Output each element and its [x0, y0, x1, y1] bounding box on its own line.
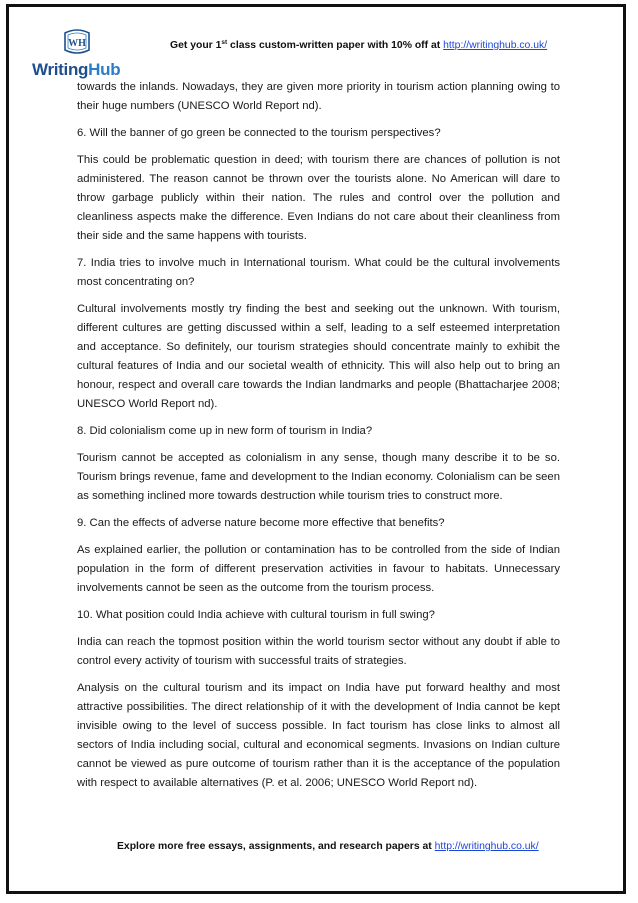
- logo-hub-text: Hub: [88, 60, 121, 79]
- header-promo-prefix: Get your 1: [170, 40, 222, 51]
- header-promo-link[interactable]: http://writinghub.co.uk/: [443, 40, 548, 51]
- logo-writing-text: Writing: [32, 60, 89, 79]
- paragraph: Cultural involvements mostly try finding the best and seeking out the unknown. With tourism, different cultures are getting discussed within a self, leading to a self esteemed interpretation and acceptance. So definitely, our tourism strategies should concentrate mainly to exhibit the cultural features of India and our societal wealth of ethnicity. This will also help out to bring an honour, respect and overall care towards the Indian landmarks and people (Bhattacharjee 2008; UNESCO World Report nd).: [77, 303, 560, 410]
- header-promo-superscript: st: [221, 39, 228, 46]
- logo-wordmark: [32, 61, 120, 78]
- document-body: [77, 78, 560, 801]
- question-heading: 9. Can the effects of adverse nature become more effective that benefits?: [77, 517, 445, 529]
- question-heading: 10. What position could India achieve with cultural tourism in full swing?: [77, 609, 435, 621]
- question-heading: 8. Did colonialism come up in new form of tourism in India?: [77, 425, 373, 437]
- paragraph: Analysis on the cultural tourism and its impact on India have put forward healthy and most attractive possibilities. The direct relationship of it with the development of India cannot be kept invisible owing to the level of success possible. In fact tourism has close links to almost all sectors of India including social, cultural and economical segments. Invasions on Indian culture cannot be viewed as pure outcome of tourism rather than it is the acceptance of the population with respect to available alternatives (P. et al. 2006; UNESCO World Report nd).: [77, 682, 560, 789]
- footer-promo-link[interactable]: http://writinghub.co.uk/: [434, 841, 539, 852]
- header-promo-suffix: class custom-written paper with 10% off at: [227, 40, 444, 51]
- footer-promo-text: Explore more free essays, assignments, and research papers at: [117, 841, 435, 852]
- question-heading: 6. Will the banner of go green be connected to the tourism perspectives?: [77, 127, 441, 139]
- svg-text:WH: WH: [68, 38, 86, 49]
- header-promo: [170, 40, 547, 51]
- writinghub-logo[interactable]: [22, 22, 132, 78]
- paragraph: As explained earlier, the pollution or contamination has to be controlled from the side of Indian population in the form of different preservation activities in favour to habitats. Unnecessary involvements cannot be seen as the outcome from the tourism process.: [77, 544, 560, 594]
- paragraph: Tourism cannot be accepted as colonialism in any sense, though many describe it to be so. Tourism brings revenue, fame and development to the Indian economy. Colonialism can be seen as something inclined more towards destruction while tourism tries to construct more.: [77, 452, 560, 502]
- paragraph: This could be problematic question in deed; with tourism there are chances of pollution is not administered. The reason cannot be thrown over the tourists alone. No American will dare to throw garbage publicly within their nation. The rules and control over the pollution and cleanliness aspects make the difference. Even Indians do not care about their cleanliness from their side and the same happens with tourists.: [77, 154, 560, 242]
- logo-badge-icon: [62, 28, 92, 56]
- paragraph: towards the inlands. Nowadays, they are given more priority in tourism action planning owing to their huge numbers (UNESCO World Report nd).: [77, 81, 560, 112]
- question-heading: 7. India tries to involve much in International tourism. What could be the cultural involvements most concentrating on?: [77, 257, 560, 288]
- footer-promo: [117, 841, 539, 852]
- paragraph: India can reach the topmost position within the world tourism sector without any doubt if able to control every activity of tourism with successful traits of strategies.: [77, 636, 560, 667]
